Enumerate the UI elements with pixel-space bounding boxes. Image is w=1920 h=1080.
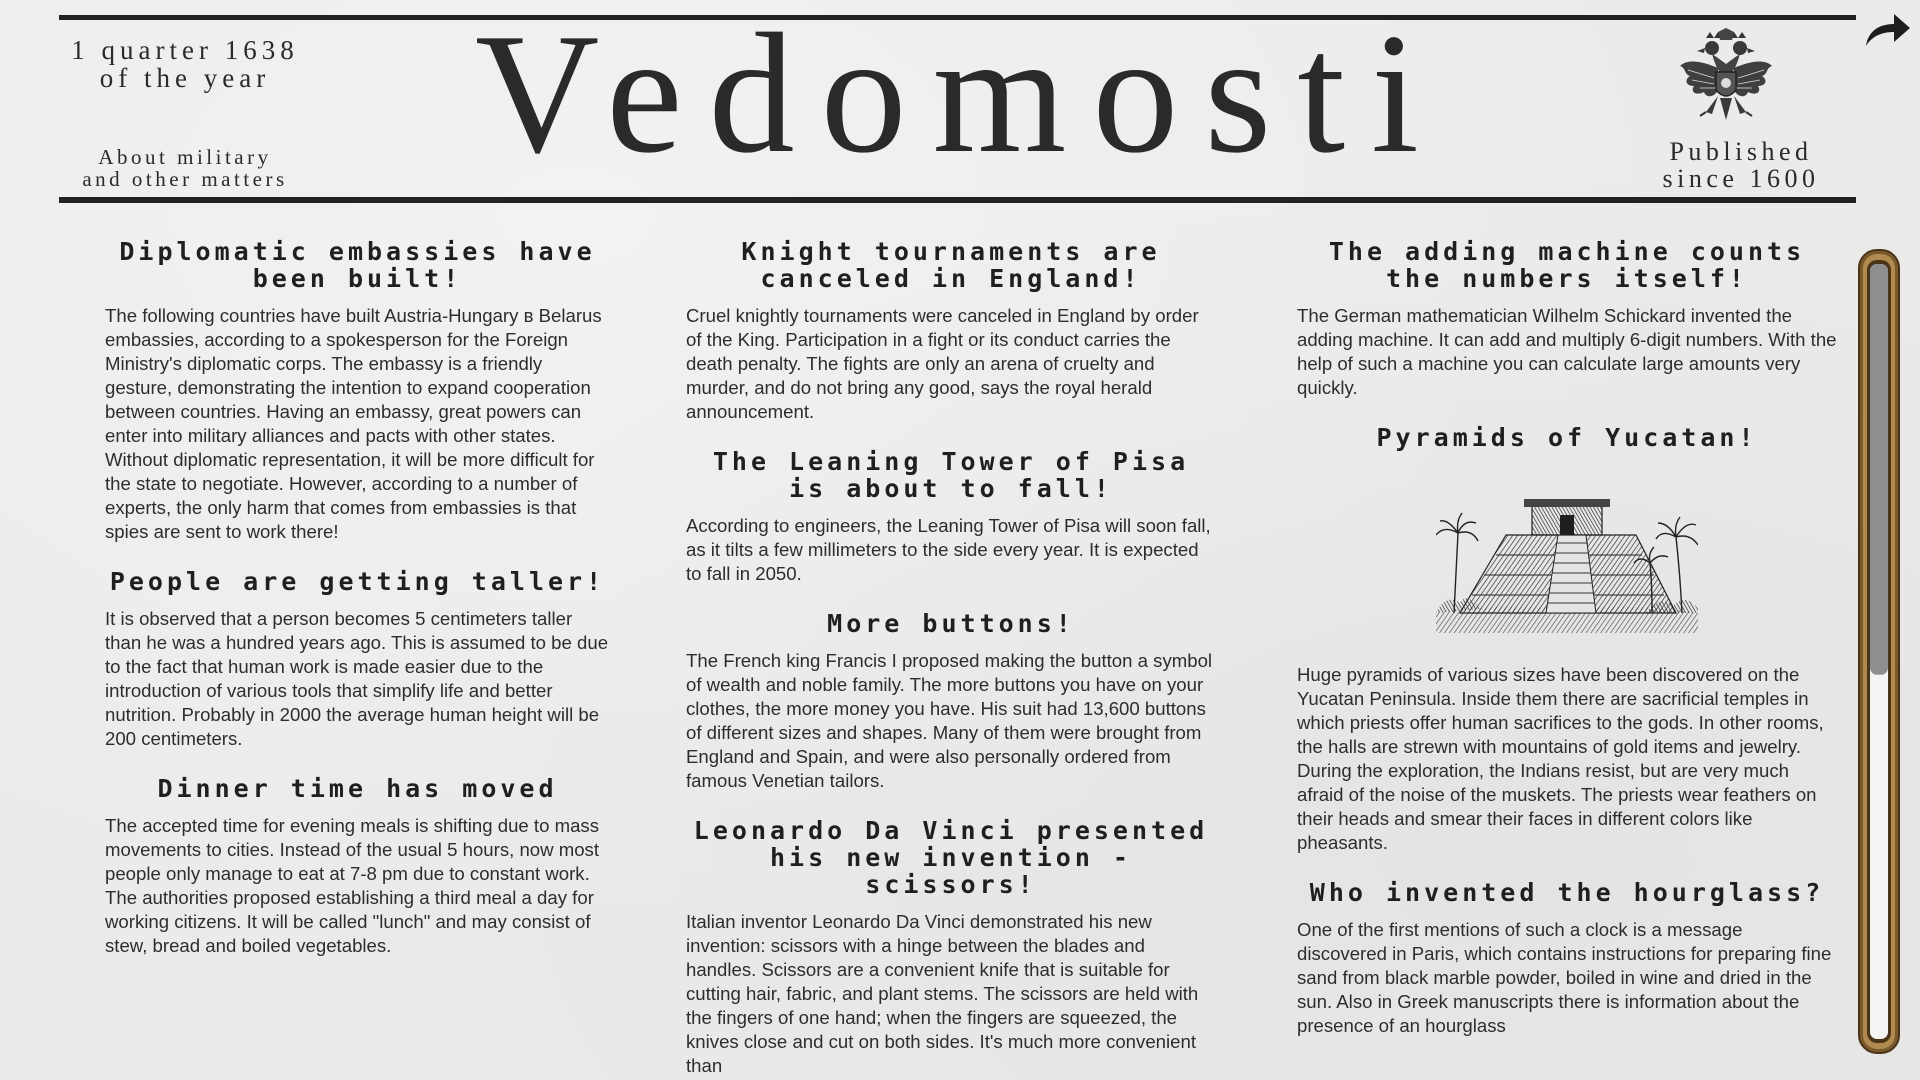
article-body: Huge pyramids of various sizes have been discovered on the Yucatan Peninsula. Inside them there are sacrificial temples in which priests offer human sacrifices to the gods. In other rooms, the halls are strewn with mountains of gold items and jewelry. During the exploration, the Indians resist, but are very much afraid of the noise of the muskets. The priests wear feathers on their heads and smear their faces in different colors like pheasants.: [1297, 664, 1824, 853]
article-body: The German mathematician Wilhelm Schickard invented the adding machine. It can add and multiply 6-digit numbers. With the help of such a machine you can calculate large amounts very quickly.: [1297, 305, 1837, 398]
published-since: [1636, 138, 1846, 192]
issue-date-line2: of the year: [99, 63, 271, 93]
article: [686, 817, 1216, 1078]
left-column: [105, 238, 610, 982]
curved-arrow-icon[interactable]: [1862, 10, 1912, 50]
article: [686, 610, 1216, 793]
article: [686, 448, 1216, 586]
article-headline: Leonardo Da Vinci presented his new invention - scissors!: [693, 816, 1209, 899]
article-headline: More buttons!: [827, 609, 1075, 638]
article-body: One of the first mentions of such a clock is a message discovered in Paris, which contains instructions for preparing fine sand from black marble powder, boiled in wine and dried in the sun. Also in Greek manuscripts there is information about the presence of an hourglass: [1297, 919, 1832, 1036]
article: [1297, 424, 1837, 855]
article-headline: The Leaning Tower of Pisa is about to fall!: [712, 447, 1190, 503]
newspaper-topic-line2: and other matters: [82, 167, 288, 191]
article-headline: Who invented the hourglass?: [1309, 878, 1825, 907]
article-body: According to engineers, the Leaning Tower of Pisa will soon fall, as it tilts a few millimeters to the side every year. It is expected to fall in 2050.: [686, 515, 1211, 584]
published-since-line1: Published: [1669, 137, 1813, 166]
article: [1297, 238, 1837, 400]
issue-date-line1: 1 quarter 1638: [71, 35, 299, 65]
article: [105, 238, 610, 544]
article-body: Cruel knightly tournaments were canceled in England by order of the King. Participation in a fight or its conduct carries the death penalty. The fights are only an arena of cruelty and murder, and do not bring any good, says the royal herald announcement.: [686, 305, 1199, 422]
newspaper-topic-line1: About military: [98, 145, 272, 169]
double-headed-eagle-icon: [1676, 28, 1776, 138]
middle-column: [686, 238, 1216, 1080]
article-headline: People are getting taller!: [109, 567, 606, 596]
masthead-bottom-rule: [59, 197, 1856, 203]
article-body: Italian inventor Leonardo Da Vinci demonstrated his new invention: scissors with a hinge between the blades and handles. Scissors are a convenient knife that is suitable for cutting hair, fabric, and plant stems. The scissors are held with the fingers of one hand; when the fingers are squeezed, the knives close and cut on both sides. It's much more convenient than: [686, 911, 1199, 1076]
article-headline: Pyramids of Yucatan!: [1376, 423, 1758, 452]
article: [686, 238, 1216, 424]
article: [105, 568, 610, 751]
article-body: The accepted time for evening meals is shifting due to mass movements to cities. Instead of the usual 5 hours, now most people only manage to eat at 7-8 pm due to constant work. The authorities proposed establishing a third meal a day for working citizens. It will be called "lunch" and may consist of stew, bread and boiled vegetables.: [105, 815, 600, 956]
article-body: The French king Francis I proposed making the button a symbol of wealth and noble family. The more buttons you have on your clothes, the more money you have. His suit had 13,600 buttons of different sizes and shapes. Many of them were brought from England and Spain, and were also personally ordered from famous Venetian tailors.: [686, 650, 1213, 791]
newspaper-title: Vedomosti: [475, 0, 1445, 189]
article: [1297, 879, 1837, 1038]
article-body: It is observed that a person becomes 5 centimeters taller than he was a hundred years ago. This is assumed to be due to the fact that human work is made easier due to the introduction of various tools that simplify life and better nutrition. Probably in 2000 the average human height will be 200 centimeters.: [105, 608, 609, 749]
article: [105, 775, 610, 958]
published-since-line2: since 1600: [1662, 164, 1820, 193]
newspaper-topic: [60, 146, 310, 190]
article-headline: The adding machine counts the numbers itself!: [1328, 237, 1806, 293]
vertical-scrollbar[interactable]: [1857, 248, 1901, 1055]
article-headline: Dinner time has moved: [157, 774, 558, 803]
article-body: The following countries have built Austria-Hungary в Belarus embassies, according to a spokesperson for the Foreign Ministry's diplomatic corps. The embassy is a friendly gesture, demonstrating the intention to expand cooperation between countries. Having an embassy, great powers can enter into military alliances and pacts with other states. Without diplomatic representation, it will be more difficult for the state to negotiate. However, according to a number of experts, the only harm that comes from embassies is that spies are sent to work there!: [105, 305, 602, 542]
article-headline: Knight tournaments are canceled in England!: [741, 237, 1161, 293]
scrollbar-thumb[interactable]: [1870, 264, 1888, 675]
pyramid-engraving: [1436, 463, 1698, 633]
right-column: [1297, 238, 1837, 1062]
issue-date: [60, 36, 310, 92]
article-headline: Diplomatic embassies have been built!: [119, 237, 596, 293]
